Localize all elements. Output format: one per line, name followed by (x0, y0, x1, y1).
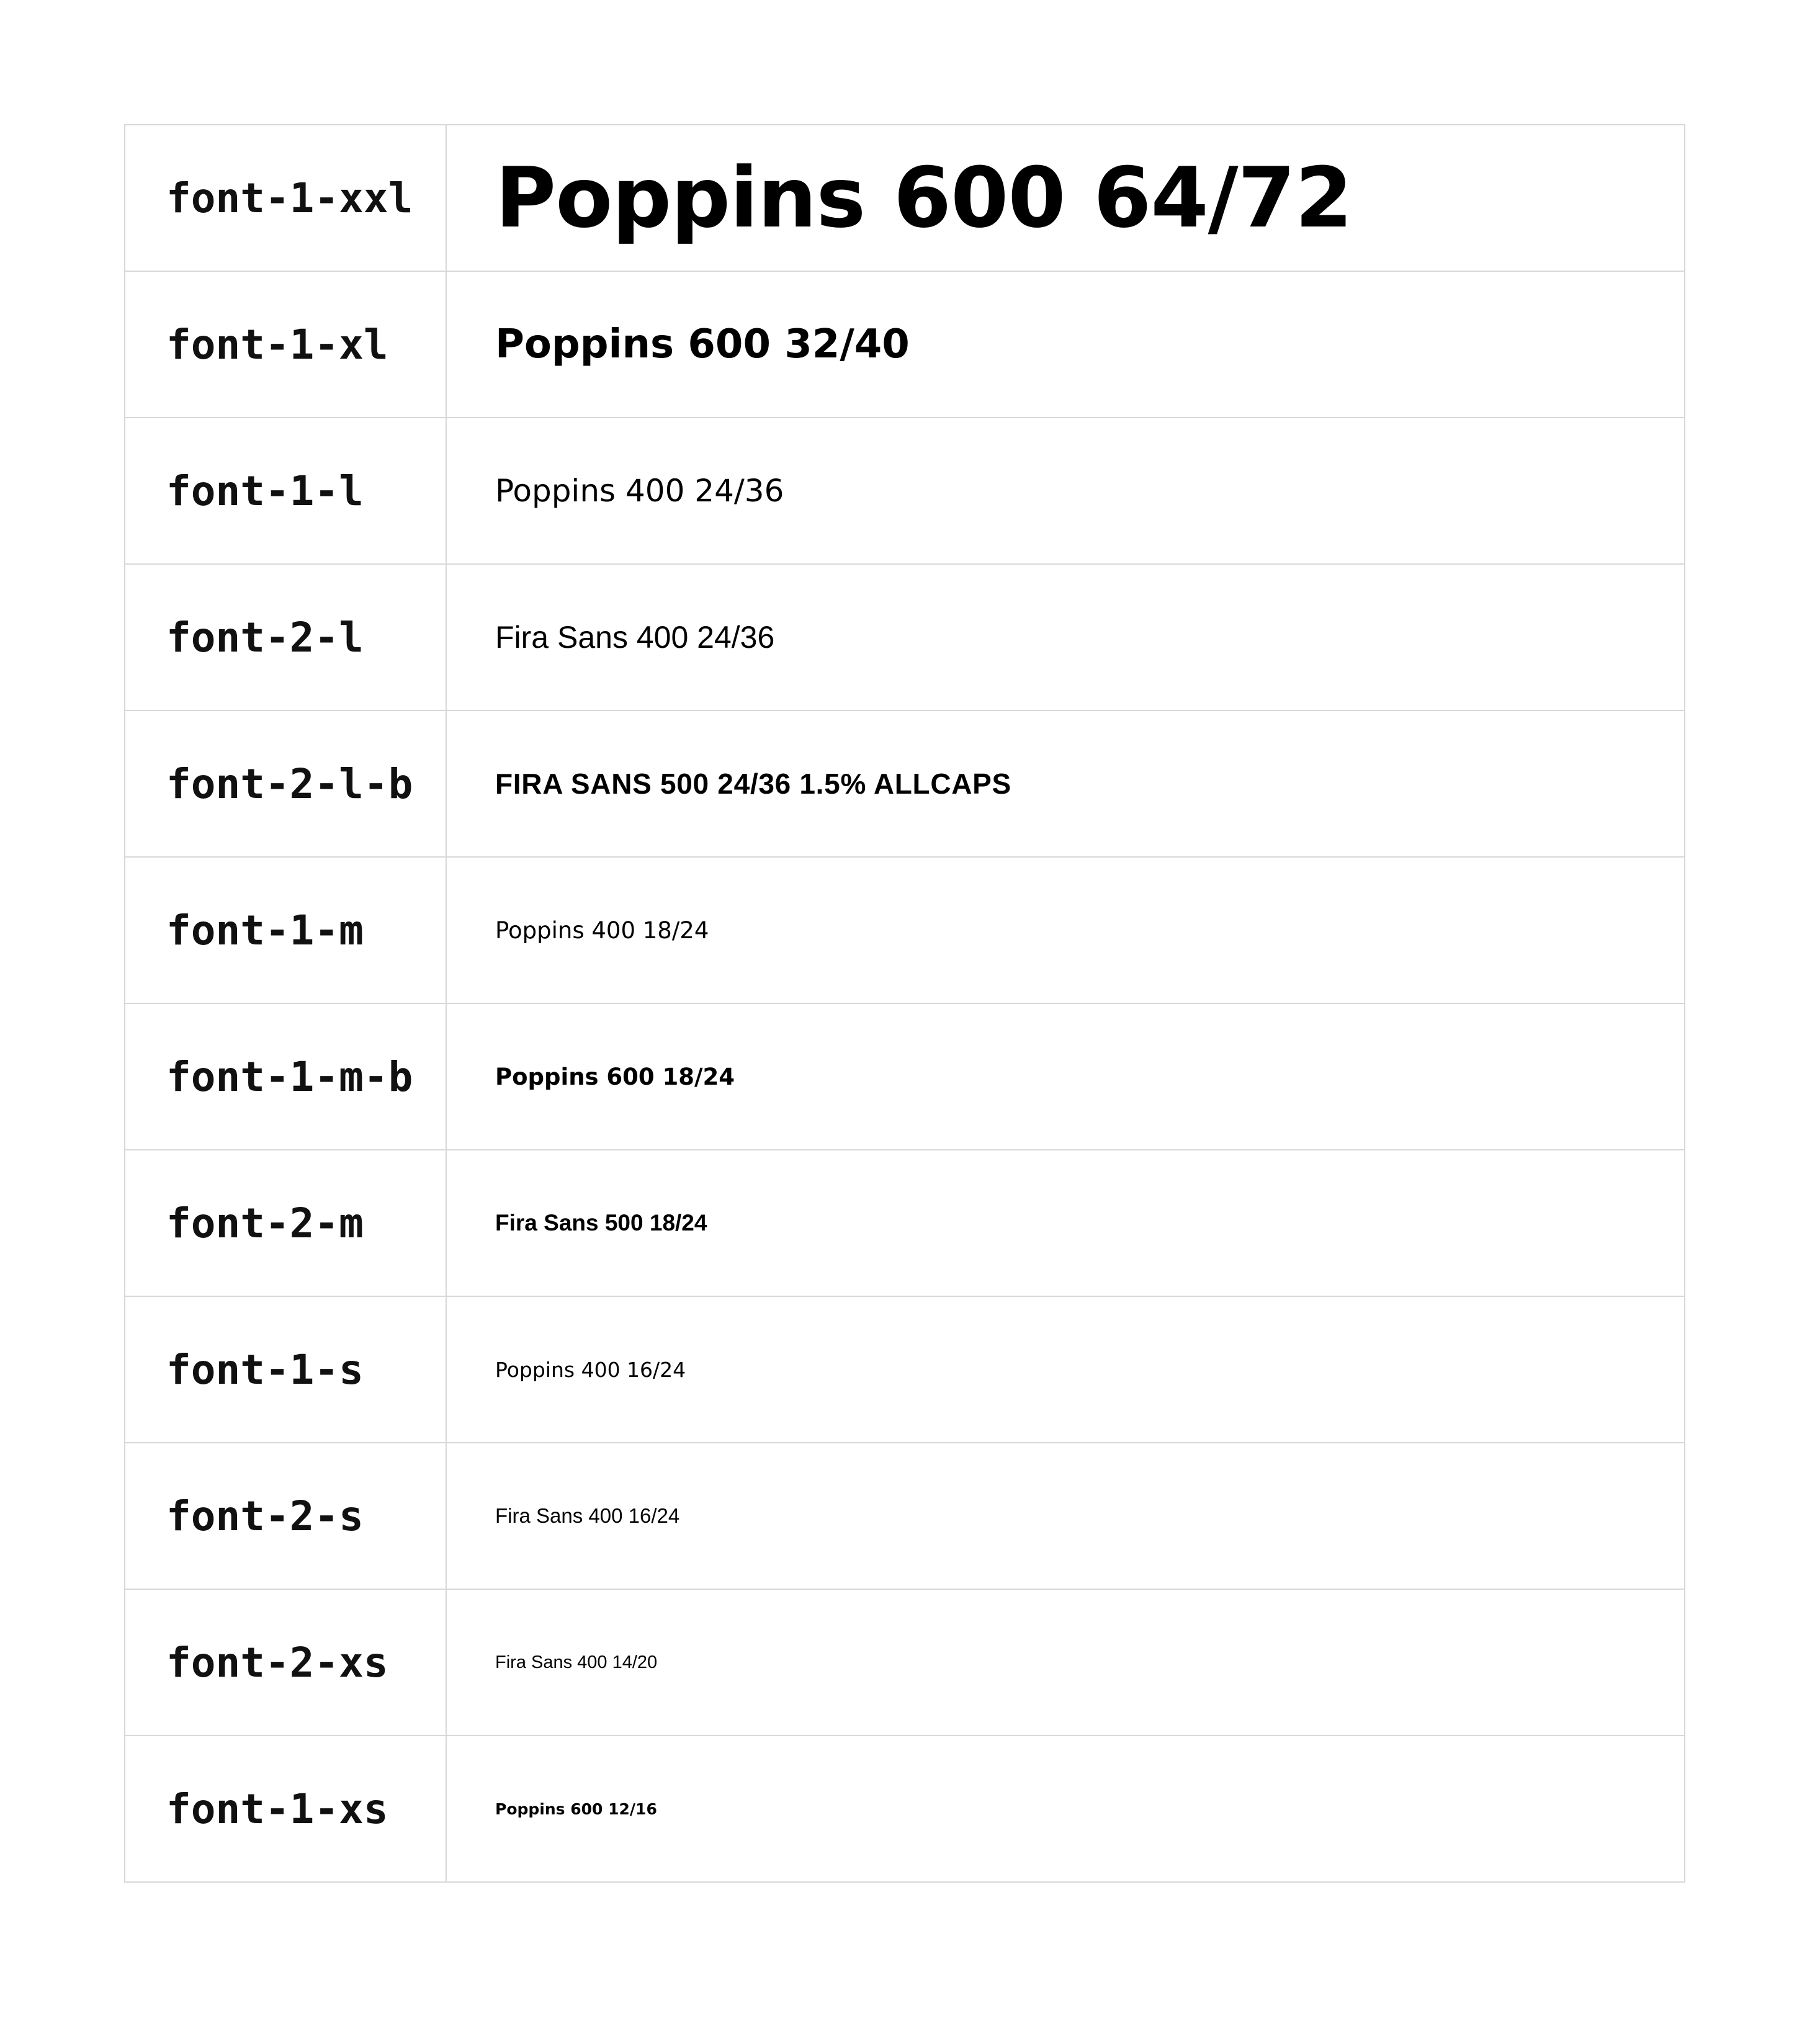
token-name: font-1-m-b (125, 1003, 446, 1150)
token-name: font-1-l (125, 418, 446, 564)
token-name: font-2-l (125, 564, 446, 710)
table-row (125, 710, 1685, 857)
type-sample: Poppins 600 64/72 (446, 125, 1685, 271)
table-row (125, 1003, 1685, 1150)
table-row (125, 857, 1685, 1003)
type-sample: Fira Sans 400 14/20 (446, 1589, 1685, 1736)
type-sample: Poppins 400 18/24 (446, 857, 1685, 1003)
type-sample: Poppins 400 16/24 (446, 1296, 1685, 1443)
type-sample: Fira Sans 400 24/36 (446, 564, 1685, 710)
token-name: font-1-m (125, 857, 446, 1003)
table-row (125, 1150, 1685, 1296)
type-sample: FIRA SANS 500 24/36 1.5% ALLCAPS (446, 710, 1685, 857)
table-row (125, 271, 1685, 418)
type-sample: Poppins 400 24/36 (446, 418, 1685, 564)
type-sample: Poppins 600 32/40 (446, 271, 1685, 418)
table-row (125, 1443, 1685, 1589)
type-sample: Poppins 600 12/16 (446, 1736, 1685, 1882)
token-name: font-1-xl (125, 271, 446, 418)
token-name: font-2-m (125, 1150, 446, 1296)
table-row (125, 125, 1685, 271)
token-name: font-2-xs (125, 1589, 446, 1736)
table-row (125, 1296, 1685, 1443)
table-row (125, 564, 1685, 710)
token-name: font-1-s (125, 1296, 446, 1443)
table-row (125, 1736, 1685, 1882)
token-name: font-2-l-b (125, 710, 446, 857)
type-sample: Fira Sans 500 18/24 (446, 1150, 1685, 1296)
type-sample: Fira Sans 400 16/24 (446, 1443, 1685, 1589)
token-name: font-2-s (125, 1443, 446, 1589)
typography-scale-table (124, 124, 1685, 1883)
table-row (125, 1589, 1685, 1736)
token-name: font-1-xxl (125, 125, 446, 271)
token-name: font-1-xs (125, 1736, 446, 1882)
table-row (125, 418, 1685, 564)
type-sample: Poppins 600 18/24 (446, 1003, 1685, 1150)
